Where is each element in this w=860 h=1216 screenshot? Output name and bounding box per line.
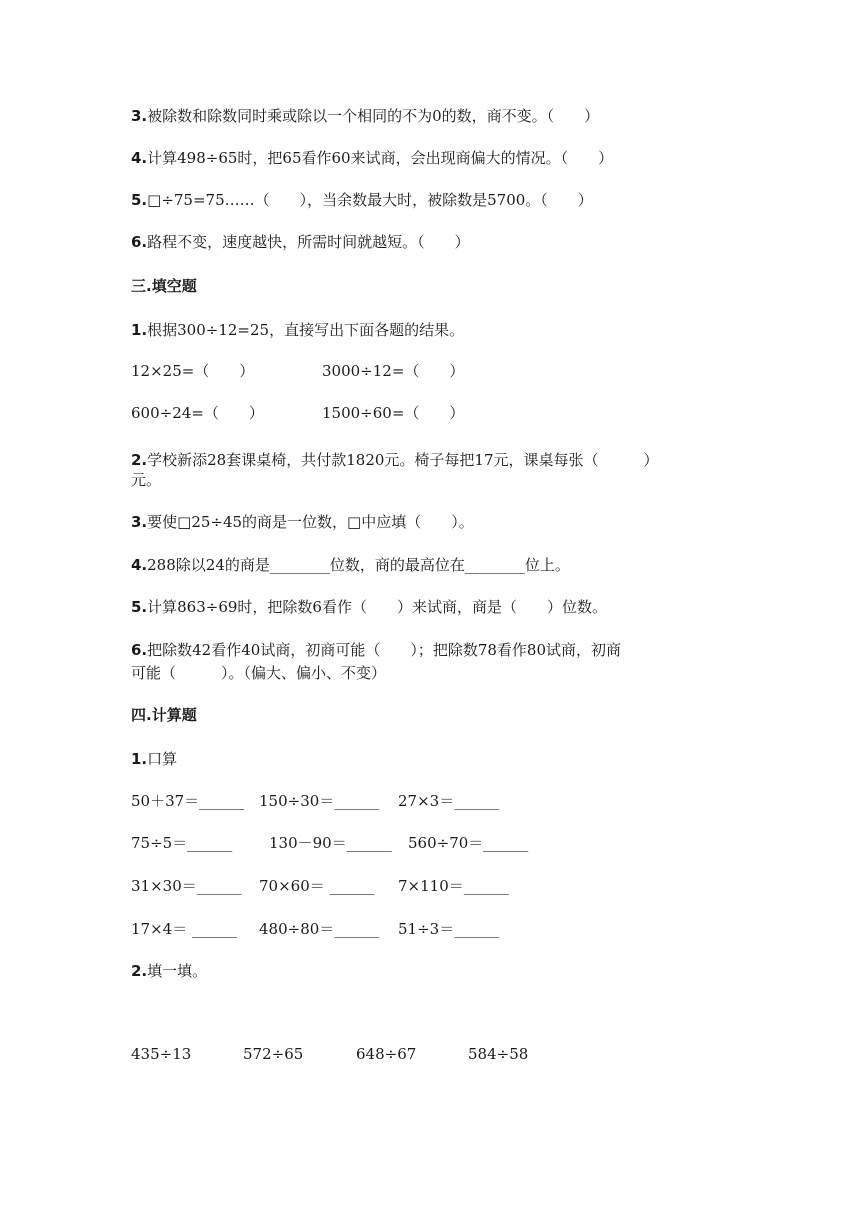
judgment-item-5: [131, 190, 593, 210]
item-text: 被除数和除数同时乘或除以一个相同的不为0的数，商不变。（ ）: [147, 107, 600, 125]
quick-result-cell: 3000÷12=（ ）: [322, 362, 465, 380]
judgment-item-3: [131, 106, 599, 126]
item-number: 4.: [131, 556, 148, 574]
calc-question-1: [131, 749, 177, 769]
fill-question-5: [131, 597, 607, 617]
item-number: 6.: [131, 641, 148, 659]
item-number: 6.: [131, 233, 148, 251]
oral-calc-cell: 7×110＝______: [398, 877, 509, 895]
item-text: 路程不变，速度越快，所需时间就越短。（ ）: [147, 233, 470, 251]
item-text: 填一填。: [147, 962, 208, 980]
item-number: 2.: [131, 962, 148, 980]
item-text: 计算863÷69时，把除数6看作（ ）来试商，商是（ ）位数。: [147, 598, 607, 616]
quick-result-cell: 1500÷60=（ ）: [322, 404, 465, 422]
division-item: 584÷58: [468, 1045, 529, 1063]
oral-calc-cell: 70×60＝ ______: [259, 877, 375, 895]
item-text: 把除数42看作40试商，初商可能（ ）；把除数78看作80试商，初商: [147, 641, 621, 659]
oral-calc-cell: 27×3＝______: [398, 792, 500, 810]
item-number: 1.: [131, 321, 148, 339]
quick-result-cell: 12×25=（ ）: [131, 362, 255, 380]
division-item: 572÷65: [243, 1045, 304, 1063]
oral-calc-cell: 480÷80＝______: [259, 920, 380, 938]
division-item: 648÷67: [356, 1045, 417, 1063]
fill-question-6-continued: 可能（ ）。（偏大、偏小、不变）: [131, 664, 387, 682]
judgment-item-6: [131, 232, 470, 252]
fill-question-4: [131, 555, 570, 575]
oral-calc-cell: 17×4＝ ______: [131, 920, 237, 938]
fill-question-6: [131, 640, 621, 660]
oral-calc-cell: 130－90＝______: [269, 834, 392, 852]
section-title-fill-blanks: 三.填空题: [131, 277, 197, 295]
division-item: 435÷13: [131, 1045, 192, 1063]
fill-question-2: [131, 450, 659, 470]
fill-question-2-continued: 元。: [131, 471, 162, 489]
item-text: 要使□25÷45的商是一位数，□中应填（ ）。: [147, 513, 474, 531]
item-text: 根据300÷12=25，直接写出下面各题的结果。: [147, 321, 465, 339]
oral-calc-cell: 560÷70＝______: [408, 834, 529, 852]
fill-question-1: [131, 320, 464, 340]
oral-calc-cell: 50＋37＝______: [131, 792, 245, 810]
item-text: 288除以24的商是________位数，商的最高位在________位上。: [147, 556, 570, 574]
item-number: 5.: [131, 191, 148, 209]
calc-question-2: [131, 961, 207, 981]
item-text: 计算498÷65时，把65看作60来试商，会出现商偏大的情况。（ ）: [147, 149, 614, 167]
item-number: 4.: [131, 149, 148, 167]
item-number: 1.: [131, 750, 148, 768]
item-number: 2.: [131, 451, 148, 469]
item-number: 3.: [131, 107, 148, 125]
oral-calc-cell: 51÷3＝______: [398, 920, 500, 938]
item-number: 5.: [131, 598, 148, 616]
oral-calc-cell: 150÷30＝______: [259, 792, 380, 810]
judgment-item-4: [131, 148, 613, 168]
item-number: 3.: [131, 513, 148, 531]
fill-question-3: [131, 512, 474, 532]
quick-result-cell: 600÷24=（ ）: [131, 404, 264, 422]
item-text: 学校新添28套课桌椅，共付款1820元。椅子每把17元，课桌每张（ ）: [147, 451, 659, 469]
oral-calc-cell: 75÷5＝______: [131, 834, 233, 852]
item-text: 口算: [147, 750, 178, 768]
section-title-calculation: 四.计算题: [131, 706, 197, 724]
item-text: □÷75=75……（ ），当余数最大时，被除数是5700。（ ）: [147, 191, 593, 209]
oral-calc-cell: 31×30＝______: [131, 877, 242, 895]
